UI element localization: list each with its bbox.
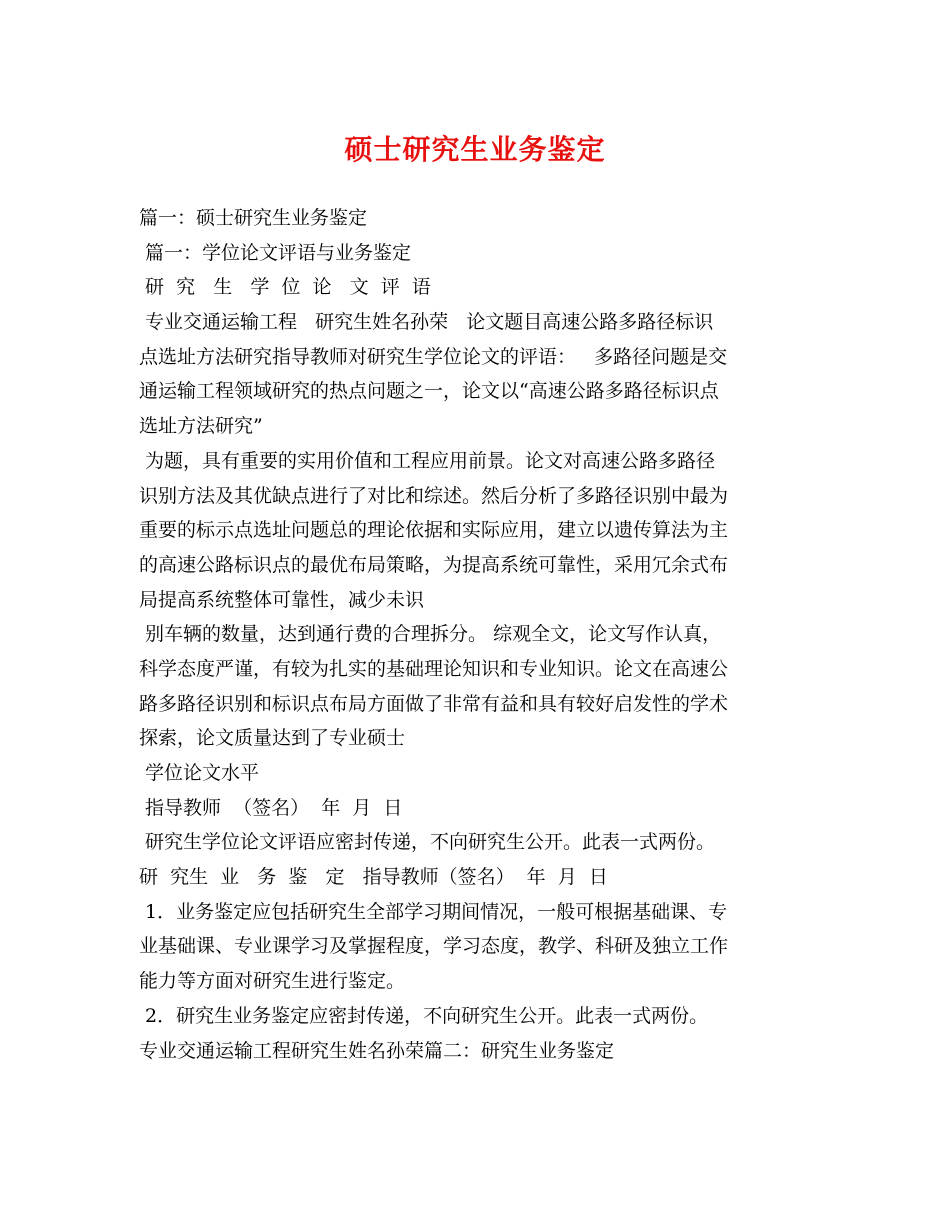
document-title: 硕士研究生业务鉴定 <box>344 133 606 166</box>
text-line: 指导教师 （签名） 年 月 日 <box>139 796 403 819</box>
text-line: 2．研究生业务鉴定应密封传递，不向研究生公开。此表一式两份。 <box>139 1004 709 1027</box>
text-line: 业基础课、专业课学习及掌握程度，学习态度，教学、科研及独立工作 <box>139 935 729 958</box>
text-line: 重要的标示点选址问题总的理论依据和实际应用，建立以遗传算法为主 <box>139 519 729 542</box>
text-line: 探索，论文质量达到了专业硕士 <box>139 727 406 750</box>
text-line: 篇一：硕士研究生业务鉴定 <box>139 207 368 229</box>
text-line: 识别方法及其优缺点进行了对比和综述。然后分析了多路径识别中最为 <box>139 484 729 507</box>
text-line: 专业交通运输工程研究生姓名孙荣篇二：研究生业务鉴定 <box>139 1039 615 1062</box>
text-line: 局提高系统整体可靠性，减少未识 <box>139 588 425 611</box>
text-line: 研 究生 业 务 鉴 定 指导教师（签名） 年 月 日 <box>139 866 608 889</box>
text-line: 专业交通运输工程 研究生姓名孙荣 论文题目高速公路多路径标识 <box>139 311 714 334</box>
document-body <box>139 201 819 1068</box>
text-line: 别车辆的数量，达到通行费的合理拆分。 综观全文，论文写作认真， <box>139 623 722 646</box>
text-line: 能力等方面对研究生进行鉴定。 <box>139 970 406 993</box>
text-line: 篇一：学位论文评语与业务鉴定 <box>139 241 412 264</box>
text-line: 研究生学位论文评语应密封传递，不向研究生公开。此表一式两份。 <box>139 831 716 854</box>
text-line: 1．业务鉴定应包括研究生全部学习期间情况，一般可根据基础课、专 <box>139 900 728 923</box>
text-line: 的高速公路标识点的最优布局策略，为提高系统可靠性，采用冗余式布 <box>139 553 729 576</box>
text-line: 科学态度严谨，有较为扎实的基础理论知识和专业知识。论文在高速公 <box>139 657 729 680</box>
text-line: 路多路径识别和标识点布局方面做了非常有益和具有较好启发性的学术 <box>139 692 729 715</box>
text-line: 研 究 生 学 位 论 文 评 语 <box>139 276 431 299</box>
text-line: 学位论文水平 <box>139 762 260 784</box>
text-line: 点选址方法研究指导教师对研究生学位论文的评语： 多路径问题是交 <box>139 345 728 368</box>
text-line: 通运输工程领域研究的热点问题之一，论文以“高速公路多路径标识点 <box>139 380 719 403</box>
text-line: 为题，具有重要的实用价值和工程应用前景。论文对高速公路多路径 <box>139 449 716 472</box>
text-line: 选址方法研究” <box>139 415 263 438</box>
